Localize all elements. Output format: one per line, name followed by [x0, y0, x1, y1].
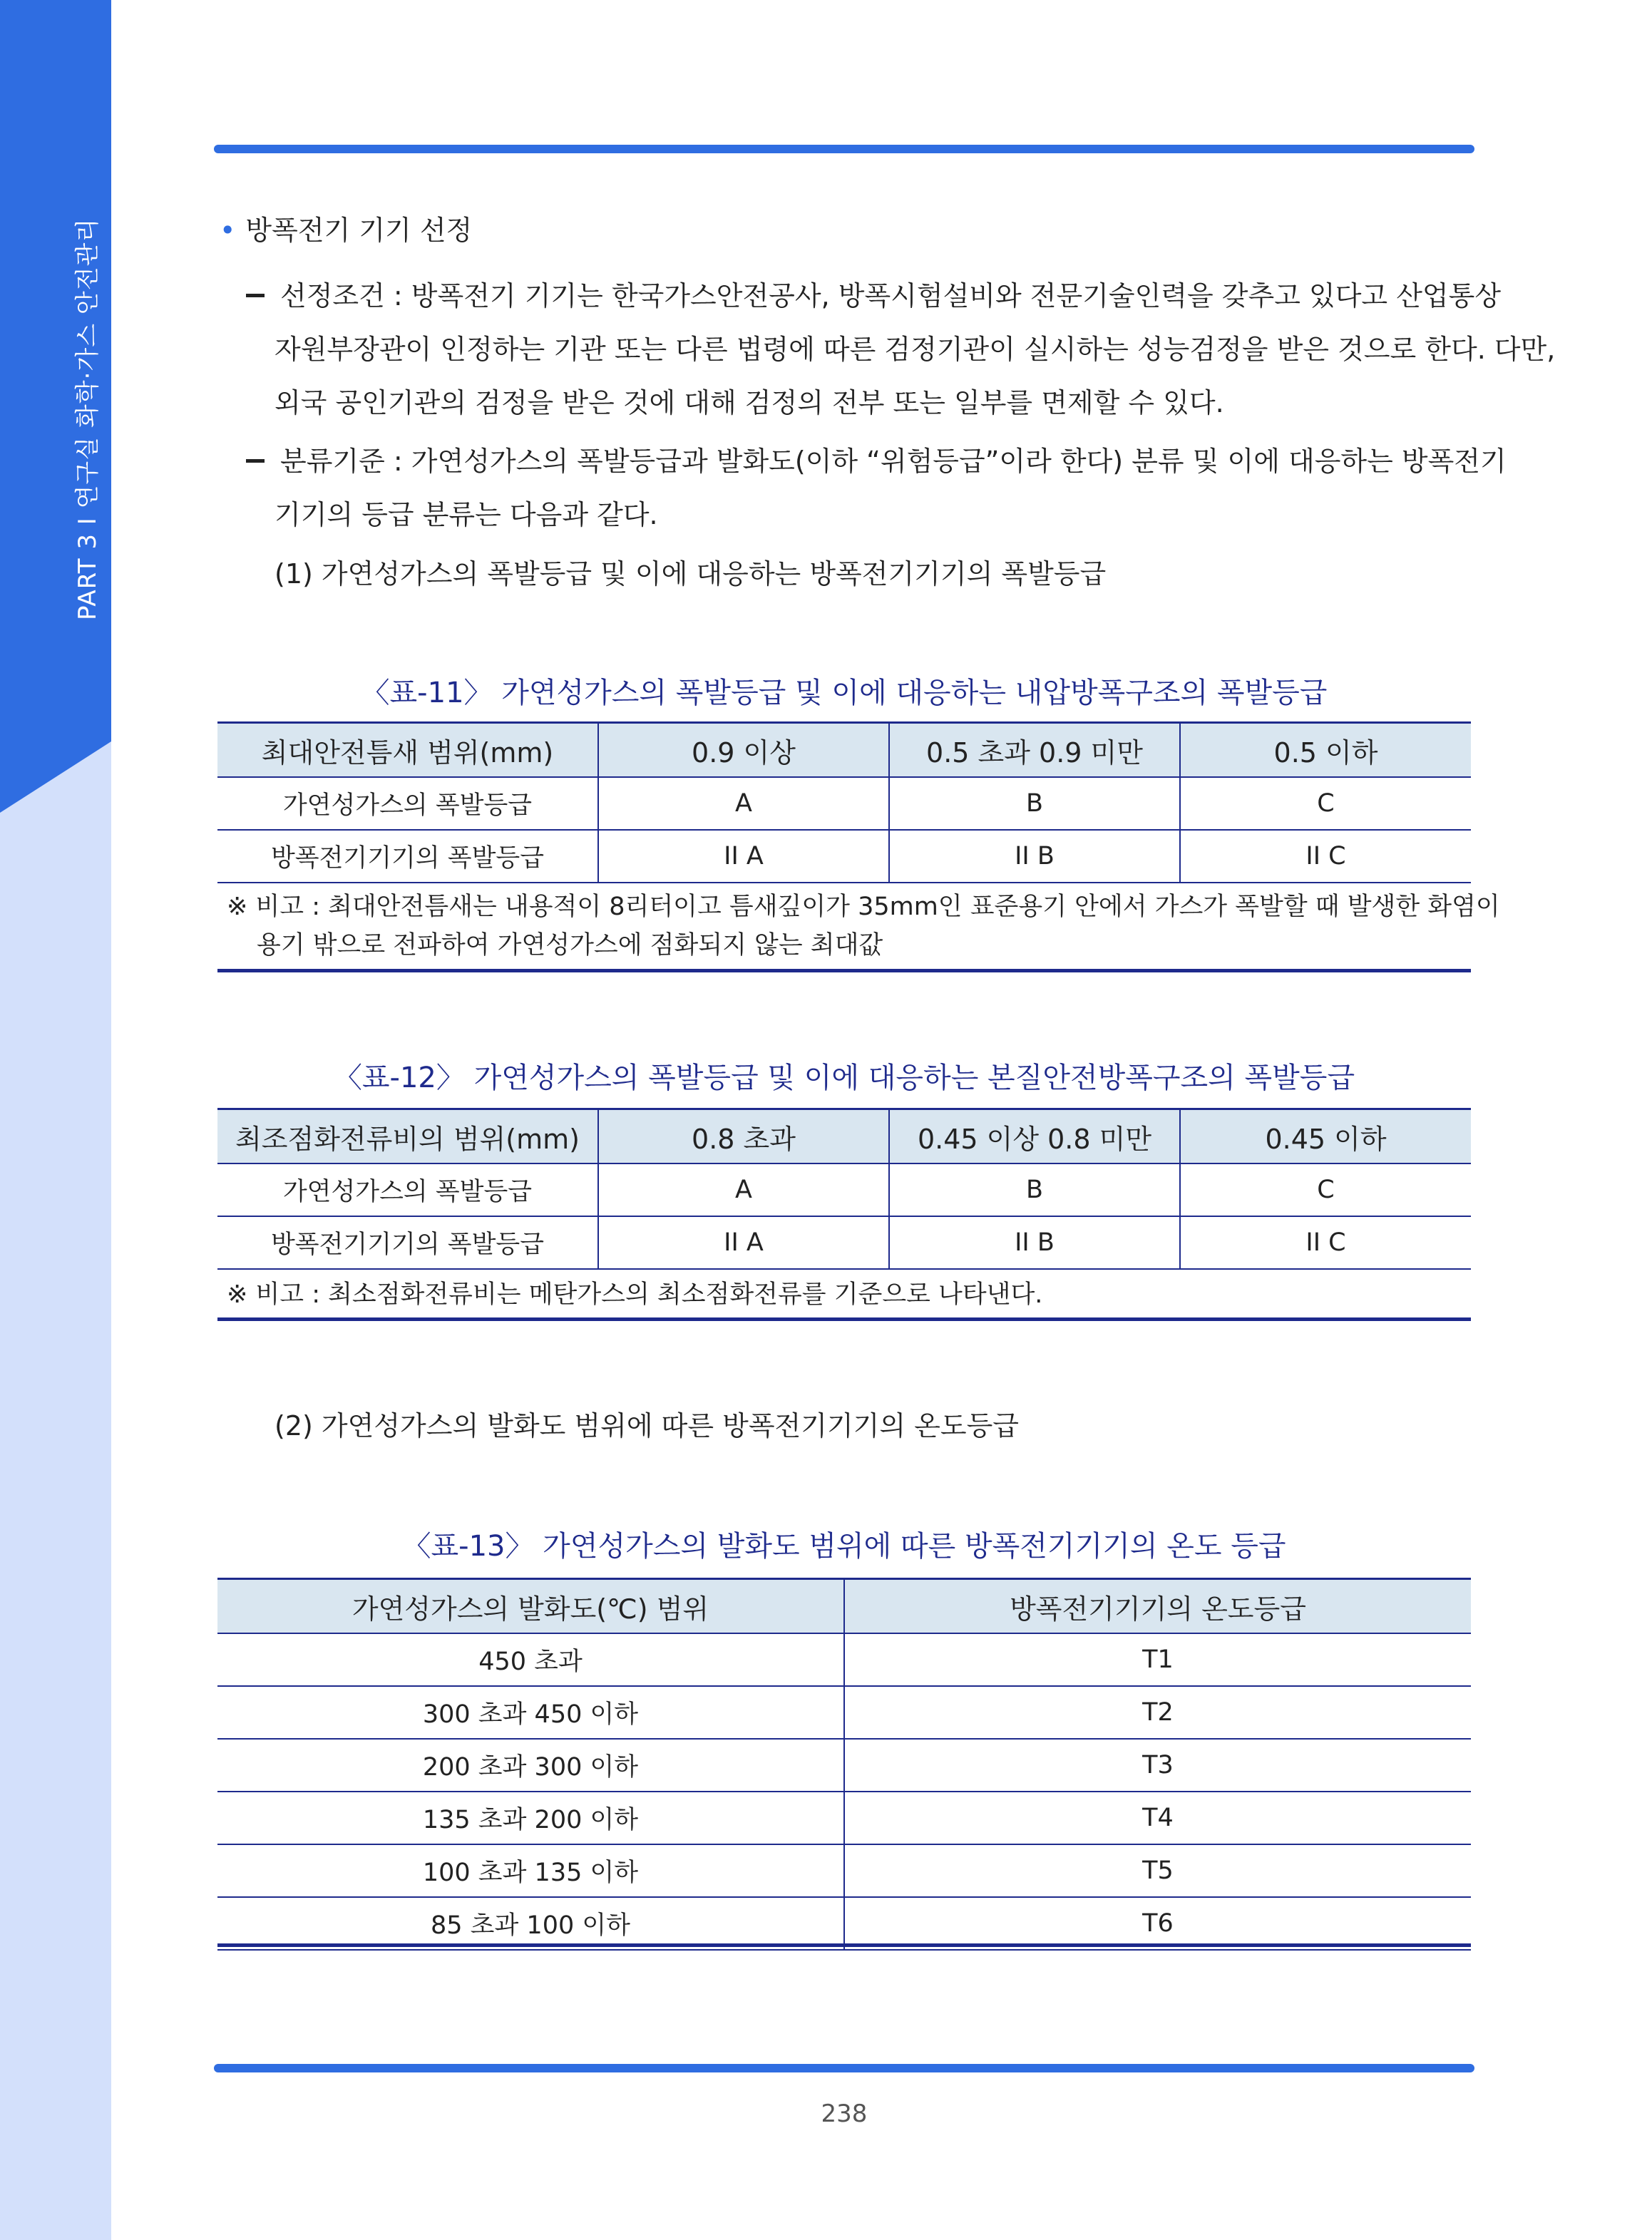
- criteria-line-1: [246, 278, 1501, 314]
- table-cell: 85 초과 100 이하: [217, 1897, 844, 1950]
- table-row: [217, 777, 1471, 830]
- table-cell: 방폭전기기기의 폭발등급: [217, 830, 598, 883]
- classification-line-2: 기기의 등급 분류는 다음과 같다.: [275, 499, 658, 530]
- table-header-cell: 최대안전틈새 범위(mm): [217, 723, 598, 778]
- table-cell: C: [1180, 777, 1471, 830]
- subheading-1: (1) 가연성가스의 폭발등급 및 이에 대응하는 방폭전기기기의 폭발등급: [275, 558, 1107, 590]
- table-row: [217, 1686, 1471, 1739]
- criteria-line-2: 자원부장관이 인정하는 기관 또는 다른 법령에 따른 검정기관이 실시하는 성능검정을 받은 것으로 한다. 다만,: [275, 334, 1556, 365]
- table-row: [217, 1897, 1471, 1950]
- table-cell: II C: [1180, 1216, 1471, 1269]
- table-row: [217, 830, 1471, 883]
- table13-title: 〈표-13〉 가연성가스의 발화도 범위에 따른 방폭전기기기의 온도 등급: [402, 1530, 1286, 1563]
- table11-title: 〈표-11〉 가연성가스의 폭발등급 및 이에 대응하는 내압방폭구조의 폭발등급: [361, 677, 1328, 709]
- table-cell: 450 초과: [217, 1633, 844, 1686]
- table-cell: 300 초과 450 이하: [217, 1686, 844, 1739]
- table12-title: 〈표-12〉 가연성가스의 폭발등급 및 이에 대응하는 본질안전방폭구조의 폭발등급: [333, 1062, 1355, 1094]
- table-cell: II C: [1180, 830, 1471, 883]
- table-cell: T6: [844, 1897, 1471, 1950]
- table-row: [217, 1633, 1471, 1686]
- table-header-row: [217, 723, 1471, 778]
- table-header-cell: 0.5 이하: [1180, 723, 1471, 778]
- table-cell: 135 초과 200 이하: [217, 1792, 844, 1844]
- table-row: [217, 1739, 1471, 1792]
- bottom-rule: [214, 2064, 1474, 2072]
- table-header-row: [217, 1109, 1471, 1164]
- classification-line-1: [246, 443, 1507, 479]
- table-cell: B: [889, 777, 1180, 830]
- bullet-title: 방폭전기 기기 선정: [245, 215, 473, 246]
- table-row: [217, 1216, 1471, 1269]
- table-header-cell: 0.45 이상 0.8 미만: [889, 1109, 1180, 1164]
- table-cell: T5: [844, 1844, 1471, 1897]
- table13-bottom-rule: [217, 1943, 1471, 1947]
- criteria-text-1: 선정조건 : 방폭전기 기기는 한국가스안전공사, 방폭시험설비와 전문기술인력을 갖추고 있다고 산업통상: [280, 280, 1502, 312]
- table-cell: II B: [889, 1216, 1180, 1269]
- part-label: PART 3 I 연구실 화학·가스 안전관리: [73, 217, 102, 620]
- table11-note-2: 용기 밖으로 전파하여 가연성가스에 점화되지 않는 최대값: [257, 931, 883, 960]
- table-cell: 100 초과 135 이하: [217, 1844, 844, 1897]
- bullet-icon: •: [220, 215, 236, 246]
- page-number: 238: [821, 2100, 868, 2128]
- table-cell: T2: [844, 1686, 1471, 1739]
- table11-note-1: ※ 비고 : 최대안전틈새는 내용적이 8리터이고 틈새깊이가 35mm인 표준용기 안에서 가스가 폭발할 때 발생한 화염이: [227, 893, 1500, 921]
- table-header-cell: 가연성가스의 발화도(℃) 범위: [217, 1579, 844, 1634]
- table-header-cell: 0.5 초과 0.9 미만: [889, 723, 1180, 778]
- table12: [217, 1108, 1471, 1270]
- table-cell: II B: [889, 830, 1180, 883]
- table-cell: A: [598, 1163, 889, 1216]
- table-cell: C: [1180, 1163, 1471, 1216]
- table-cell: T4: [844, 1792, 1471, 1844]
- table-cell: 200 초과 300 이하: [217, 1739, 844, 1792]
- top-rule: [214, 145, 1474, 153]
- table12-bottom-rule: [217, 1317, 1471, 1321]
- criteria-line-3: 외국 공인기관의 검정을 받은 것에 대해 검정의 전부 또는 일부를 면제할 수 있다.: [275, 387, 1224, 418]
- table-header-cell: 0.8 초과: [598, 1109, 889, 1164]
- table-cell: T3: [844, 1739, 1471, 1792]
- dash-icon: [246, 459, 265, 463]
- table-cell: 방폭전기기기의 폭발등급: [217, 1216, 598, 1269]
- table-cell: B: [889, 1163, 1180, 1216]
- subheading-2: (2) 가연성가스의 발화도 범위에 따른 방폭전기기기의 온도등급: [275, 1410, 1020, 1442]
- bullet-heading: [220, 212, 472, 248]
- table13: [217, 1578, 1471, 1951]
- table-row: [217, 1792, 1471, 1844]
- table-row: [217, 1163, 1471, 1216]
- table-cell: II A: [598, 830, 889, 883]
- table-header-cell: 방폭전기기기의 온도등급: [844, 1579, 1471, 1634]
- table-cell: A: [598, 777, 889, 830]
- table-header-cell: 0.9 이상: [598, 723, 889, 778]
- dash-icon: [246, 294, 265, 297]
- table11-bottom-rule: [217, 969, 1471, 972]
- table11: [217, 721, 1471, 883]
- table-cell: 가연성가스의 폭발등급: [217, 777, 598, 830]
- table-cell: II A: [598, 1216, 889, 1269]
- table12-note: ※ 비고 : 최소점화전류비는 메탄가스의 최소점화전류를 기준으로 나타낸다.: [227, 1280, 1043, 1309]
- table-header-cell: 최조점화전류비의 범위(mm): [217, 1109, 598, 1164]
- table-cell: T1: [844, 1633, 1471, 1686]
- table-cell: 가연성가스의 폭발등급: [217, 1163, 598, 1216]
- table-header-cell: 0.45 이하: [1180, 1109, 1471, 1164]
- classification-text-1: 분류기준 : 가연성가스의 폭발등급과 발화도(이하 “위험등급”이라 한다) 분류 및 이에 대응하는 방폭전기: [280, 446, 1507, 477]
- table-row: [217, 1844, 1471, 1897]
- table-header-row: [217, 1579, 1471, 1634]
